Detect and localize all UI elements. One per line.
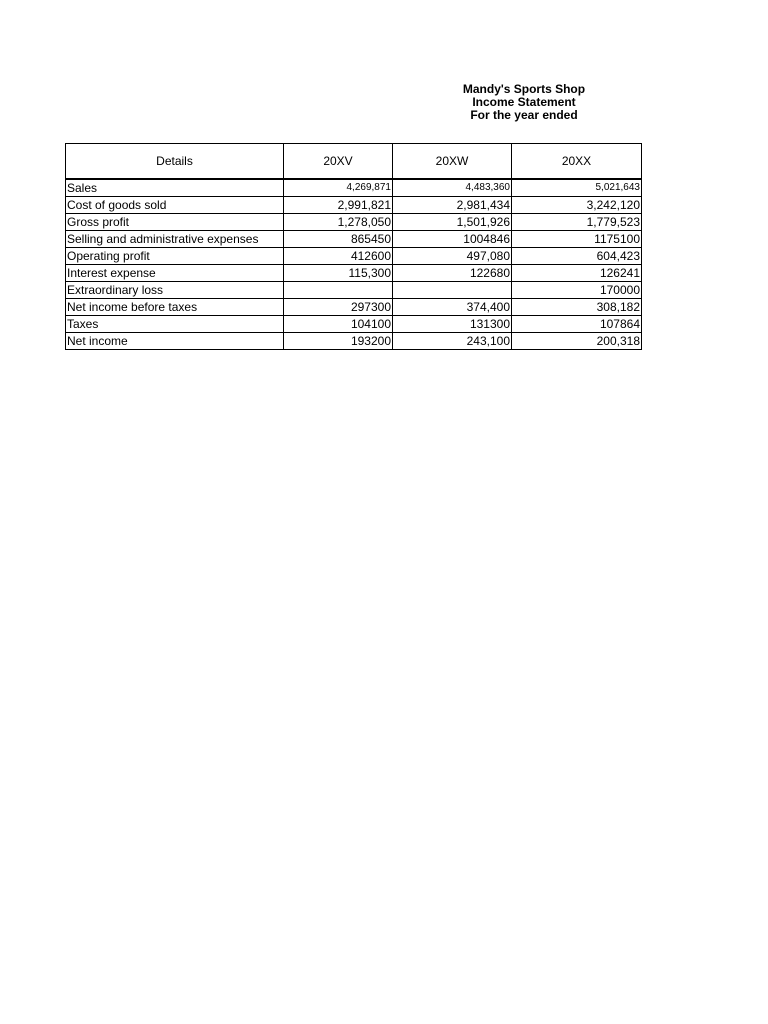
cell-20xx: 126241 bbox=[512, 265, 642, 282]
column-header-20xw: 20XW bbox=[393, 144, 512, 180]
row-label: Extraordinary loss bbox=[66, 282, 284, 299]
cell-20xx: 200,318 bbox=[512, 333, 642, 350]
cell-20xw: 1004846 bbox=[393, 231, 512, 248]
cell-20xv: 2,991,821 bbox=[284, 197, 393, 214]
row-label: Sales bbox=[66, 179, 284, 197]
cell-20xx: 170000 bbox=[512, 282, 642, 299]
cell-20xv bbox=[284, 282, 393, 299]
company-name: Mandy's Sports Shop bbox=[462, 82, 586, 96]
table-row-sales bbox=[66, 179, 642, 197]
table-row-gross-profit bbox=[66, 214, 642, 231]
statement-period: For the year ended bbox=[470, 108, 578, 122]
cell-20xw: 2,981,434 bbox=[393, 197, 512, 214]
cell-20xv: 104100 bbox=[284, 316, 393, 333]
column-header-20xx: 20XX bbox=[512, 144, 642, 180]
cell-20xw: 374,400 bbox=[393, 299, 512, 316]
row-label: Taxes bbox=[66, 316, 284, 333]
cell-20xw: 1,501,926 bbox=[393, 214, 512, 231]
table-row-operating-profit bbox=[66, 248, 642, 265]
cell-20xx: 1,779,523 bbox=[512, 214, 642, 231]
column-header-20xv: 20XV bbox=[284, 144, 393, 180]
table-header-row bbox=[66, 144, 642, 180]
table-row-taxes bbox=[66, 316, 642, 333]
cell-20xv: 115,300 bbox=[284, 265, 393, 282]
cell-20xv: 297300 bbox=[284, 299, 393, 316]
cell-20xw: 497,080 bbox=[393, 248, 512, 265]
cell-20xx: 5,021,643 bbox=[512, 179, 642, 197]
row-label: Gross profit bbox=[66, 214, 284, 231]
cell-20xv: 865450 bbox=[284, 231, 393, 248]
statement-title-block bbox=[424, 83, 624, 122]
row-label: Operating profit bbox=[66, 248, 284, 265]
cell-20xv: 4,269,871 bbox=[284, 179, 393, 197]
table-row-selling-admin-expenses bbox=[66, 231, 642, 248]
table-row-net-income bbox=[66, 333, 642, 350]
cell-20xw bbox=[393, 282, 512, 299]
cell-20xw: 122680 bbox=[393, 265, 512, 282]
table-row-interest-expense bbox=[66, 265, 642, 282]
cell-20xx: 107864 bbox=[512, 316, 642, 333]
cell-20xv: 412600 bbox=[284, 248, 393, 265]
cell-20xx: 308,182 bbox=[512, 299, 642, 316]
row-label: Selling and administrative expenses bbox=[66, 231, 284, 248]
cell-20xx: 1175100 bbox=[512, 231, 642, 248]
cell-20xw: 243,100 bbox=[393, 333, 512, 350]
row-label: Interest expense bbox=[66, 265, 284, 282]
cell-20xx: 604,423 bbox=[512, 248, 642, 265]
row-label: Net income before taxes bbox=[66, 299, 284, 316]
row-label: Cost of goods sold bbox=[66, 197, 284, 214]
cell-20xw: 131300 bbox=[393, 316, 512, 333]
cell-20xx: 3,242,120 bbox=[512, 197, 642, 214]
cell-20xw: 4,483,360 bbox=[393, 179, 512, 197]
table-row-cost-of-goods-sold bbox=[66, 197, 642, 214]
table-row-net-income-before-taxes bbox=[66, 299, 642, 316]
column-header-details: Details bbox=[66, 144, 284, 180]
statement-name: Income Statement bbox=[472, 95, 576, 109]
cell-20xv: 193200 bbox=[284, 333, 393, 350]
table-row-extraordinary-loss bbox=[66, 282, 642, 299]
row-label: Net income bbox=[66, 333, 284, 350]
cell-20xv: 1,278,050 bbox=[284, 214, 393, 231]
income-statement-table bbox=[65, 143, 642, 350]
